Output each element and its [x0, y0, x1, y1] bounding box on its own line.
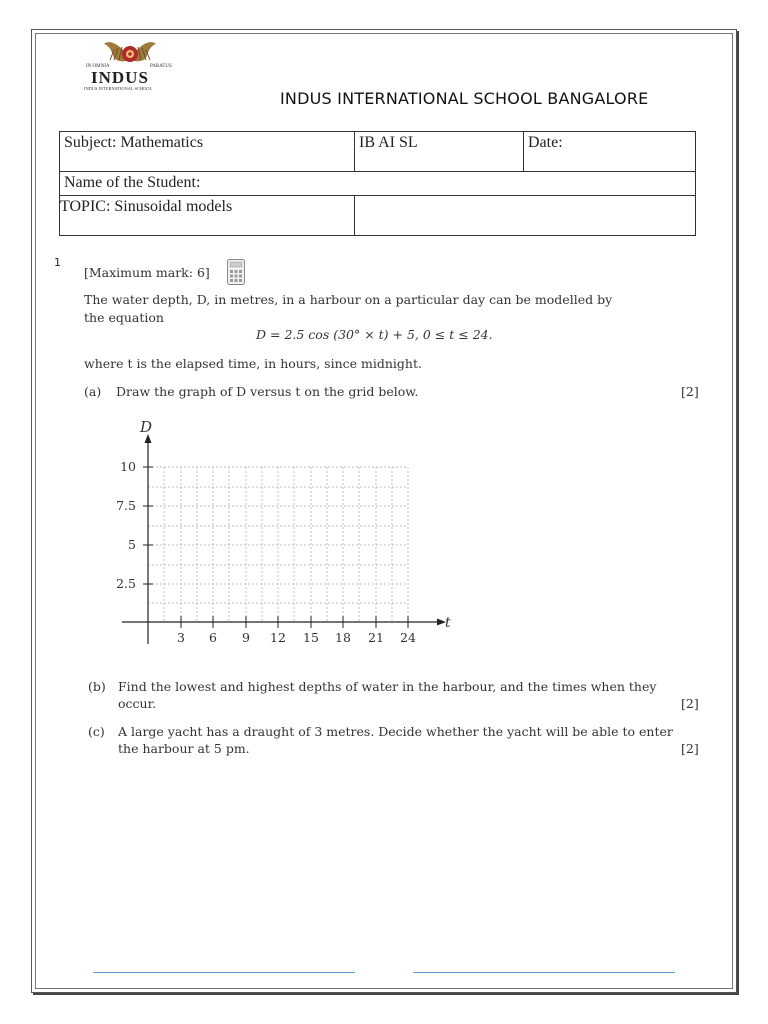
- x-tick-label: 21: [368, 630, 384, 645]
- date-cell[interactable]: Date:: [524, 132, 696, 172]
- part-b-text-1: Find the lowest and highest depths of water in the harbour, and the times when they: [118, 679, 657, 694]
- y-tick-label: 5: [128, 537, 136, 552]
- question-number: 1: [54, 256, 61, 269]
- y-tick-label: 2.5: [116, 576, 136, 591]
- logo-motto-left: IN OMNIA: [86, 64, 110, 69]
- part-c-mark: [2]: [681, 741, 699, 756]
- model-equation: D = 2.5 cos (30° × t) + 5, 0 ≤ t ≤ 24.: [256, 327, 493, 342]
- part-b-mark: [2]: [681, 696, 699, 711]
- level-cell: IB AI SL: [355, 132, 524, 172]
- y-tick-label: 10: [120, 459, 136, 474]
- topic-cell: TOPIC: Sinusoidal models: [60, 196, 355, 236]
- part-a-mark: [2]: [681, 384, 699, 399]
- where-line: where t is the elapsed time, in hours, since midnight.: [84, 356, 422, 371]
- intro-line-2: the equation: [84, 310, 164, 325]
- x-tick-label: 3: [177, 630, 185, 645]
- part-b-label: (b): [88, 679, 106, 694]
- part-c-text-2: the harbour at 5 pm.: [118, 741, 250, 756]
- x-axis-label: t: [445, 615, 451, 631]
- empty-graph-grid[interactable]: [100, 412, 470, 657]
- x-tick-label: 6: [209, 630, 217, 645]
- student-info-table: [59, 131, 696, 236]
- y-axis-label: D: [140, 418, 153, 436]
- part-c-text-1: A large yacht has a draught of 3 metres. Decide whether the yacht will be able to enter: [118, 724, 673, 739]
- footer-line-right: [413, 972, 675, 973]
- footer-line-left: [93, 972, 355, 973]
- x-tick-label: 18: [335, 630, 351, 645]
- intro-line-1: The water depth, D, in metres, in a harbour on a particular day can be modelled by: [84, 292, 613, 307]
- x-tick-label: 24: [400, 630, 416, 645]
- part-c-label: (c): [88, 724, 105, 739]
- school-name: INDUS INTERNATIONAL SCHOOL BANGALORE: [280, 89, 649, 108]
- topic-blank-cell: [355, 196, 696, 236]
- logo-motto-right: PARATUS: [150, 64, 172, 69]
- part-a-label: (a): [84, 384, 102, 399]
- part-a-text: Draw the graph of D versus t on the grid below.: [116, 384, 419, 399]
- subject-cell: Subject: Mathematics: [60, 132, 355, 172]
- y-tick-label: 7.5: [116, 498, 136, 513]
- logo-word: INDUS: [91, 68, 149, 87]
- student-name-cell[interactable]: Name of the Student:: [60, 172, 696, 196]
- calculator-icon: [227, 259, 245, 290]
- x-tick-label: 12: [270, 630, 286, 645]
- max-mark: [Maximum mark: 6]: [84, 265, 210, 280]
- x-tick-label: 9: [242, 630, 250, 645]
- part-b-text-2: occur.: [118, 696, 157, 711]
- school-logo: [84, 38, 176, 96]
- x-tick-label: 15: [303, 630, 319, 645]
- logo-subtitle: INDUS INTERNATIONAL SCHOOL: [84, 86, 153, 91]
